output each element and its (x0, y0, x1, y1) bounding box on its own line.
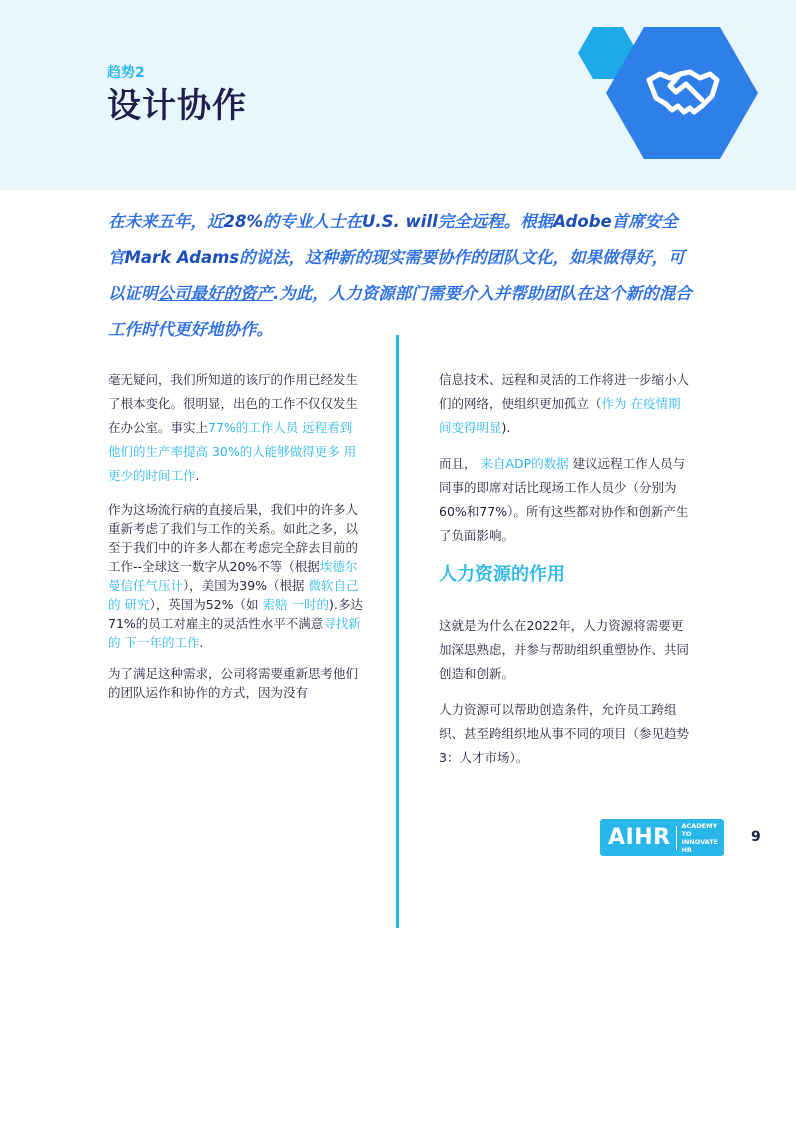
link-microsoft-research[interactable]: 微软自己的 研究 (108, 578, 359, 612)
intro-link-best-assets[interactable]: 公司最好的资产 (157, 284, 273, 303)
right-paragraph-1: 信息技术、远程和灵活的工作将进一步缩小人们的网络，使组织更加孤立（作为 在疫情期间变得明显). (439, 372, 690, 435)
trend-label: 趋势2 (107, 65, 145, 81)
right-column (439, 368, 691, 782)
handshake-icon (646, 66, 720, 124)
right-paragraph-4: 人力资源可以帮助创造条件，允许员工跨组织、甚至跨组织地从事不同的项目（参见趋势3：人才市场）。 (439, 702, 690, 765)
left-paragraph-3: 为了满足这种需求，公司将需要重新思考他们的团队运作和协作的方式，因为没有 (108, 666, 359, 700)
logo-separator (676, 826, 677, 850)
link-new-job-next-year[interactable]: 寻找新的 下一年的工作 (108, 616, 361, 650)
link-productivity-stats[interactable]: 77%的工作人员 远程看到他们的生产率提高 30%的人能够做得更多 用更少的时间工作 (108, 420, 357, 483)
logo-subtitle: ACADEMY TO INNOVATE HR (681, 821, 719, 854)
left-column (108, 368, 363, 714)
link-pandemic-evident[interactable]: 作为 在疫情期间变得明显 (439, 396, 681, 435)
left-paragraph-1: 毫无疑问，我们所知道的该厅的作用已经发生了根本变化。很明显，出色的工作不仅仅发生在办公室。事实上77%的工作人员 远程看到他们的生产率提高 30%的人能够做得更多 用更少的时间工作. (108, 372, 359, 483)
right-paragraph-2: 而且， 来自ADP的数据 建议远程工作人员与同事的即席对话比现场工作人员少（分别为60%和77%）。所有这些都对协作和创新产生了负面影响。 (439, 456, 689, 543)
page-title: 设计协作 (107, 86, 247, 126)
link-edelman-trust-barometer[interactable]: 埃德尔曼信任气压计 (108, 559, 358, 593)
column-divider (396, 335, 399, 928)
right-paragraph-3: 这就是为什么在2022年，人力资源将需要更加深思熟虑，并参与帮助组织重塑协作、共同创造和创新。 (439, 618, 690, 681)
logo-text: AIHR (608, 825, 671, 850)
page-number: 9 (751, 829, 761, 845)
intro-paragraph: 在未来五年，近28%的专业人士在U.S. will完全远程。根据Adobe首席安全官Mark Adams的说法，这种新的现实需要协作的团队文化，如果做得好，可以证明公司最好的资产.为此，人力资源部门需要介入并帮助团队在这个新的混合工作时代更好地协作。 (108, 212, 692, 339)
left-paragraph-2: 作为这场流行病的直接后果，我们中的许多人重新考虑了我们与工作的关系。如此之多，以至于我们中的许多人都在考虑完全辞去目前的工作--全球这一数字从20%不等（根据埃德尔曼信任气压计），美国为39%（根据 微软自己的 研究），英国为52%（如 索赔 一时的).多达71%的员工对雇主的灵活性水平不满意寻找新的 下一年的工作. (108, 502, 363, 650)
link-claims[interactable]: 索赔 一时的 (262, 597, 329, 612)
aihr-logo (600, 819, 724, 856)
link-adp-data[interactable]: 来自ADP的数据 (480, 456, 569, 471)
section-heading-hr-role: 人力资源的作用 (439, 564, 565, 585)
